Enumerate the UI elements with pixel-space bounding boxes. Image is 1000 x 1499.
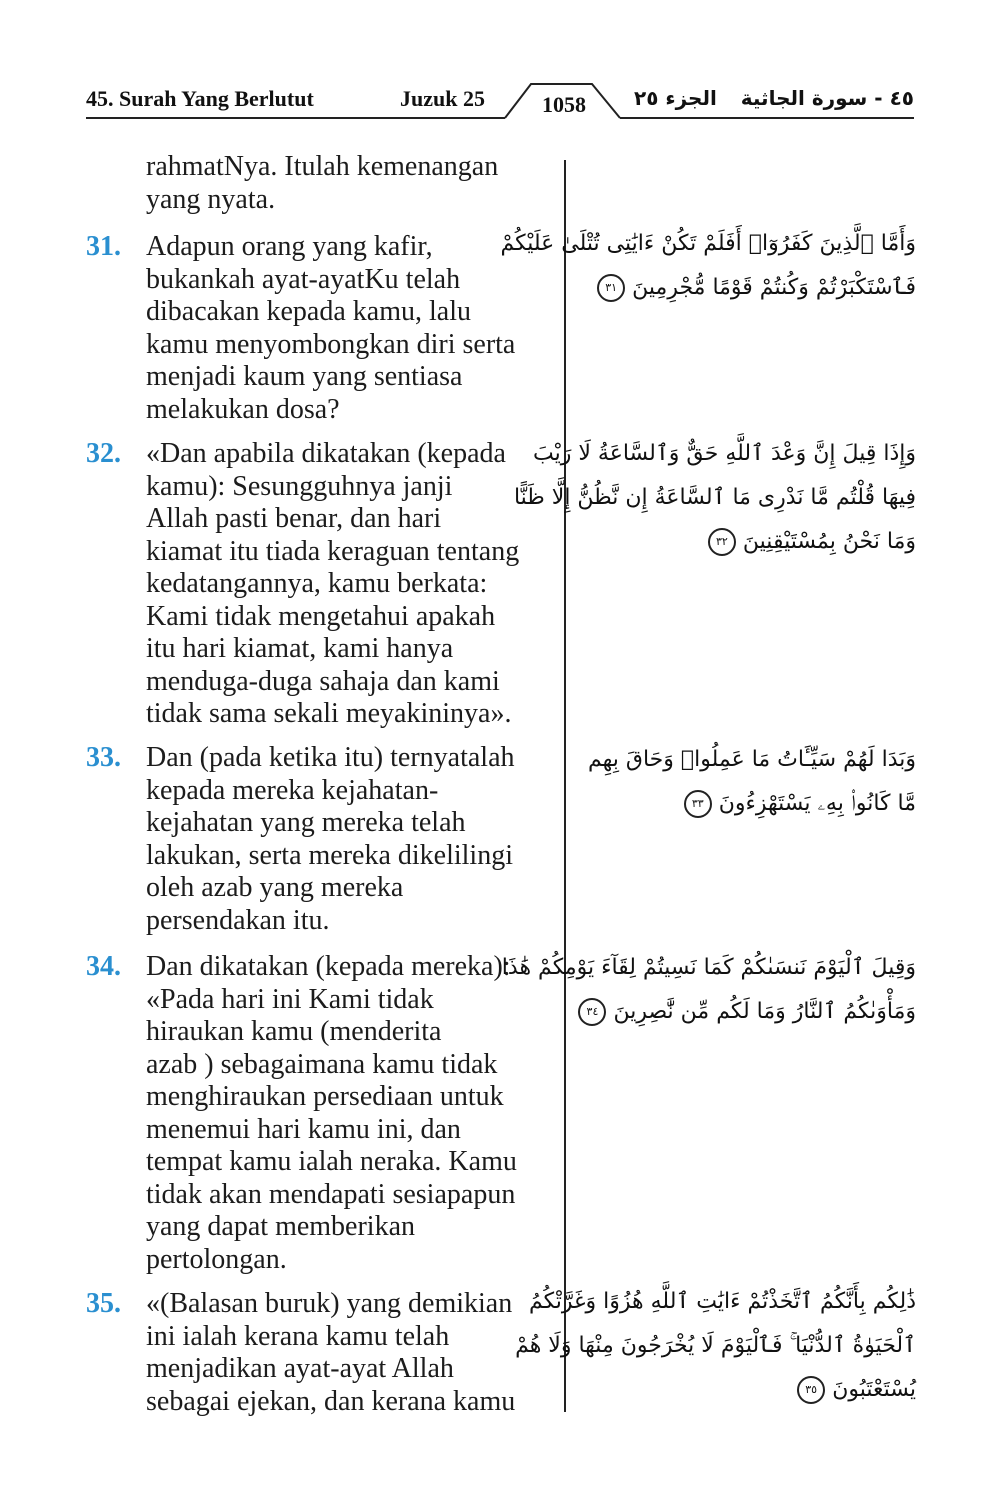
arabic-verse: [500, 222, 916, 310]
text-line: «(Balasan buruk) yang demikian: [146, 1288, 513, 1319]
text-line: kamu): Sesungguhnya janji: [146, 470, 453, 502]
arabic-line: وَأَمَّا ٱلَّذِينَ كَفَرُوٓا۟ أَفَلَمْ تَكُنْ ءَايَٰتِى تُتْلَىٰ عَلَيْكُمْ: [500, 231, 916, 256]
text-line: «Pada hari ini Kami tidak: [146, 983, 434, 1015]
verse-translation: [146, 1288, 556, 1418]
verse-number: 32.: [86, 438, 121, 469]
text-line: yang nyata.: [146, 183, 276, 215]
arabic-line: وَبَدَا لَهُمْ سَيِّـَٔاتُ مَا عَمِلُوا۟ وَحَاقَ بِهِم: [588, 747, 916, 772]
column-divider: [564, 160, 566, 1412]
arabic-line: [586, 266, 916, 310]
arabic-line-text: وَمَا نَحْنُ بِمُسْتَيْقِنِينَ: [742, 529, 916, 554]
text-line: pertolongan.: [146, 1243, 287, 1275]
verse-translation: [146, 231, 556, 426]
juz-label-arabic: الجزء ٢٥: [634, 86, 717, 110]
verse-translation: [146, 438, 556, 731]
surah-title-latin: 45. Surah Yang Berlutut: [86, 86, 314, 111]
text-line: «Dan apabila dikatakan (kepada: [146, 438, 506, 469]
text-line: menemui hari kamu ini, dan: [146, 1113, 461, 1145]
text-line: yang dapat memberikan: [146, 1211, 416, 1242]
text-line: Dan dikatakan (kepada mereka):: [146, 951, 511, 982]
arabic-line-text: فَٱسْتَكْبَرْتُمْ وَكُنتُمْ قَوْمًا مُّجْرِمِينَ: [632, 275, 916, 300]
ayah-number-marker: ٣١: [597, 274, 625, 302]
text-line: itu hari kiamat, kami hanya: [146, 633, 454, 664]
arabic-verse: [515, 1280, 916, 1412]
verse-number: 33.: [86, 742, 121, 773]
text-line: menjadikan ayat-ayat Allah: [146, 1353, 454, 1384]
surah-title-arabic: ٤٥ - سورة الجاثية: [740, 86, 914, 110]
verse-translation: [146, 742, 556, 937]
arabic-line-text: يُسْتَعْتَبُونَ: [832, 1377, 916, 1402]
arabic-verse: [586, 738, 916, 826]
text-line: Dan (pada ketika itu) ternyatalah: [146, 742, 515, 773]
text-line: Kami tidak mengetahui apakah: [146, 600, 496, 632]
text-line: rahmatNya. Itulah kemenangan: [146, 151, 499, 182]
arabic-verse: [513, 432, 916, 564]
text-line: menghiraukan persediaan untuk: [146, 1081, 504, 1112]
text-line: kejahatan yang mereka telah: [146, 807, 466, 838]
text-line: oleh azab yang mereka: [146, 872, 404, 903]
text-line: tempat kamu ialah neraka. Kamu: [146, 1146, 517, 1177]
text-line: tidak akan mendapati sesiapapun: [146, 1178, 516, 1210]
verse-number: 31.: [86, 231, 121, 262]
text-line: melakukan dosa?: [146, 393, 340, 425]
arabic-line: وَقِيلَ ٱلْيَوْمَ نَنسَىٰكُمْ كَمَا نَسِيتُمْ لِقَآءَ يَوْمِكُمْ هَٰذَا: [501, 955, 916, 980]
ayah-number-marker: ٣٢: [708, 528, 736, 556]
arabic-line-text: وَمَأْوَىٰكُمُ ٱلنَّارُ وَمَا لَكُم مِّن نَّٰصِرِينَ: [613, 999, 916, 1024]
text-line: kedatangannya, kamu berkata:: [146, 568, 488, 599]
verse-translation: [146, 951, 556, 1276]
text-line: tidak sama sekali meyakininya».: [146, 698, 512, 729]
page-number: 1058: [542, 92, 586, 117]
text-line: Adapun orang yang kafir,: [146, 231, 433, 262]
arabic-line: [586, 520, 916, 564]
text-line: kiamat itu tiada keraguan tentang: [146, 535, 520, 567]
juzuk-label: Juzuk 25: [400, 86, 485, 111]
arabic-line: [586, 1368, 916, 1412]
arabic-line: فِيهَا قُلْتُم مَّا نَدْرِى مَا ٱلسَّاعَةُ إِن نَّظُنُّ إِلَّا ظَنًّا: [513, 485, 916, 510]
ayah-number-marker: ٣٤: [578, 998, 606, 1026]
arabic-line: ٱلْحَيَوٰةُ ٱلدُّنْيَا ۚ فَٱلْيَوْمَ لَا يُخْرَجُونَ مِنْهَا وَلَا هُمْ: [515, 1333, 916, 1358]
text-line: kamu menyombongkan diri serta: [146, 328, 516, 360]
arabic-line: [586, 990, 916, 1034]
text-line: Allah pasti benar, dan hari: [146, 503, 442, 534]
ayah-number-marker: ٣٣: [684, 790, 712, 818]
ayah-number-marker: ٣٥: [797, 1376, 825, 1404]
text-line: menduga-duga sahaja dan kami: [146, 665, 500, 697]
arabic-line-text: مَّا كَانُوا۟ بِهِۦ يَسْتَهْزِءُونَ: [718, 791, 916, 816]
arabic-line: وَإِذَا قِيلَ إِنَّ وَعْدَ ٱللَّهِ حَقٌّ وَٱلسَّاعَةُ لَا رَيْبَ: [533, 441, 916, 466]
text-line: hiraukan kamu (menderita: [146, 1016, 442, 1047]
text-line: azab ) sebagaimana kamu tidak: [146, 1048, 498, 1080]
text-line: sebagai ejekan, dan kerana kamu: [146, 1385, 516, 1417]
text-line: menjadi kaum yang sentiasa: [146, 361, 463, 392]
text-line: kepada mereka kejahatan-: [146, 774, 439, 806]
text-line: lakukan, serta mereka dikelilingi: [146, 839, 513, 871]
text-line: ini ialah kerana kamu telah: [146, 1320, 450, 1352]
translation-intro: [146, 151, 556, 216]
arabic-line: ذَٰلِكُم بِأَنَّكُمُ ٱتَّخَذْتُمْ ءَايَٰتِ ٱللَّهِ هُزُوًا وَغَرَّتْكُمُ: [528, 1289, 916, 1314]
text-line: bukankah ayat-ayatKu telah: [146, 263, 461, 295]
text-line: persendakan itu.: [146, 904, 330, 936]
text-line: dibacakan kepada kamu, lalu: [146, 296, 471, 327]
arabic-verse: [501, 946, 916, 1034]
arabic-line: [586, 782, 916, 826]
verse-number: 34.: [86, 951, 121, 982]
verse-number: 35.: [86, 1288, 121, 1319]
